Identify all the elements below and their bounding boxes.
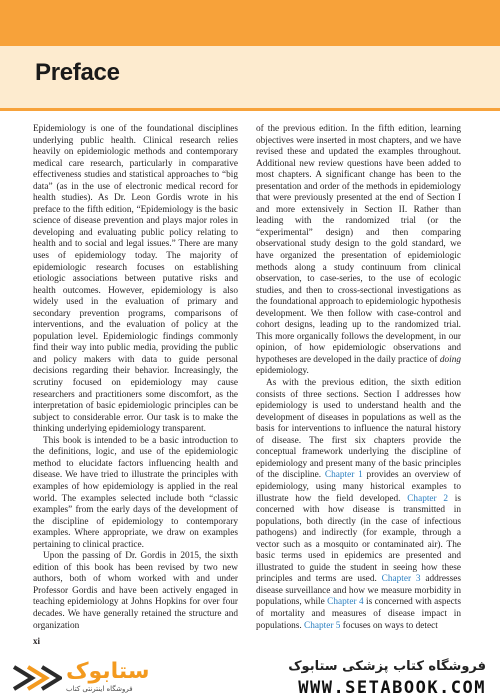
body-text: Epidemiology is one of the foundational disciplines underlying public health. Clinical research relies heavily on epidemiologic methods and contemporary medical care research, particularly in comparative effectiveness studies and statistical approaches to “big data” (as in the use of electronic medical record for health studies). As Dr. Leon Gordis wrote in his preface to the fifth edition, “Epidemiology is the basic science of disease prevention and plays major roles in developing and evaluating public policy relating to health and to social and legal issues.” There are many uses of epidemiology today. The majority of epidemiologic research focuses on establishing etiologic associations between putative risks and health outcomes. However, epidemiology is also widely used in the evaluation of primary and secondary prevention programs, comparisons of interventions, and the evaluation of policy at the population level. Epidemiologic findings commonly find their way into public media, providing the public and policy makers with data to guide personal decisions regarding their behavior. Increasingly, the scrutiny focused on epidemiology may cause researchers and practitioners some discomfort, as the interpretation of basic epidemiologic principles can be subject to considerable error. Our task is to make the thinking underlying epidemiology transparent. xyxy=(33,124,238,435)
body-column-left xyxy=(33,124,238,632)
body-text: epidemiology. xyxy=(256,366,309,377)
chapter-link[interactable]: Chapter 1 xyxy=(324,470,363,481)
footer-banner xyxy=(0,655,500,700)
body-column-right xyxy=(256,124,461,632)
paragraph xyxy=(256,124,461,378)
chapter-link[interactable]: Chapter 4 xyxy=(327,597,364,608)
body-text: As with the previous edition, the sixth edition consists of three sections. Section I addresses how epidemiology is used to understand health and the development of diseases in populations as well as the basis for interventions to influence the natural history of disease. The first six chapters provide the conceptual framework underlying the discipline of epidemiology and present many of the basic principles of the discipline. xyxy=(256,378,461,481)
page-title: Preface xyxy=(35,59,120,86)
logo-wordmark: ستابوک xyxy=(66,659,150,684)
body-text: Upon the passing of Dr. Gordis in 2015, the sixth edition of this book has been revised by two new authors, both of whom worked with and under Professor Gordis and have been actively engaged in teaching epidemiology at Johns Hopkins for over four decades. We have generally retained the structure and organization xyxy=(33,551,238,631)
paragraph xyxy=(33,124,238,436)
paragraph xyxy=(33,436,238,551)
body-text: This book is intended to be a basic introduction to the definitions, logic, and use of the epidemiologic method to elucidate factors influencing health and disease. We have tried to illustrate the principles with examples of how epidemiology is applied in the real world. The examples selected include both “classic examples” from the early days of the development of the discipline of epidemiology to contemporary examples. Where appropriate, we draw on examples pertaining to clinical practice. xyxy=(33,435,238,550)
body-text: addresses disease surveillance and how we measure morbidity in populations, while xyxy=(256,574,462,608)
paragraph xyxy=(33,551,238,632)
chapter-link[interactable]: Chapter 3 xyxy=(381,574,421,585)
page-number: xi xyxy=(33,636,41,646)
paragraph xyxy=(256,378,461,632)
top-color-band xyxy=(0,0,500,46)
body-text: provides an overview of epidemiology, using many historical examples to illustrate how the field developed. xyxy=(256,470,461,504)
header-rule xyxy=(0,108,500,111)
italic-text: doing xyxy=(439,354,461,365)
body-text: focuses on ways to detect xyxy=(340,620,438,631)
body-text: is concerned with how disease is transmitted in populations, both directly (in the case of infectious pathogens) and indirectly (for example, through a vector such as a mosquito or contaminated air). The basic terms used in epidemics are presented and illustrated to guide the student in seeing how these principles and terms are used. xyxy=(256,493,461,585)
chapter-link[interactable]: Chapter 5 xyxy=(304,620,341,631)
store-url-link[interactable]: WWW.SETABOOK.COM xyxy=(298,678,486,698)
setabook-logo-icon xyxy=(10,659,62,697)
chapter-link[interactable]: Chapter 2 xyxy=(407,493,449,504)
body-text: is concerned with aspects of mortality and measures of disease impact in populations. xyxy=(256,597,461,631)
body-text: of the previous edition. In the fifth edition, learning objectives were inserted in most chapters, and we have revised these and updated the examples throughout. Additional new review questions have been added to most chapters. A significant change has been to the presentation and order of the methods in epidemiology that were previously presented at the end of Section I and more extensively in Section II. Rather than leading with the randomized trial (or the “experimental” design) and then comparing observational study design to the gold standard, we have organized the presentation of epidemiologic methods along a study continuum from clinical observation, to case-series, to the use of ecologic studies, and then to cross-sectional investigations as the foundational approach to epidemiologic hypothesis development. We then follow with case-control and cohort designs, leading up to the randomized trial. This more organically follows the development, in our opinion, of how epidemiologic observations and hypotheses are developed in the daily practice of xyxy=(256,124,461,365)
store-name: فروشگاه کتاب پزشکی ستابوک xyxy=(288,659,486,674)
logo-tagline: فروشگاه اینترنتی کتاب xyxy=(66,685,133,693)
